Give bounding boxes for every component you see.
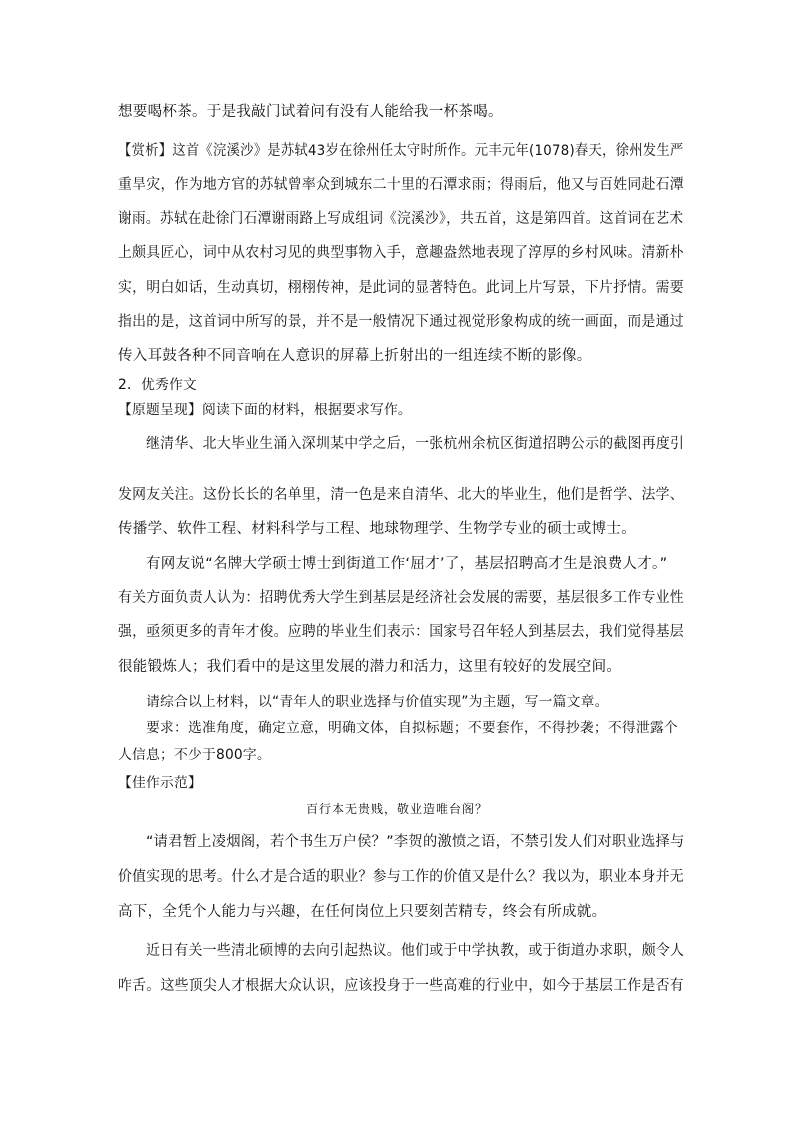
text-line: “请君暂上凌烟阁，若个书生万户侯？”李贺的激愤之语，不禁引发人们对职业选择与: [146, 834, 685, 850]
text-line: 人信息；不少于800字。: [118, 747, 271, 763]
text-line: 很能锻炼人；我们看中的是这里发展的潜力和活力，这里有较好的发展空间。: [118, 659, 622, 675]
text-line: 【赏析】这首《浣溪沙》是苏轼43岁在徐州任太守时所作。元丰元年(1078)春天，徐州发生严: [118, 143, 684, 159]
text-line: 高下，全凭个人能力与兴趣，在任何岗位上只要刻苦精专，终会有所成就。: [118, 904, 607, 920]
text-line: 请综合以上材料，以“青年人的职业选择与价值实现”为主题，写一篇文章。: [146, 694, 609, 710]
essay-title: 百行本无贵贱，敬业造唯台阁？: [305, 802, 488, 816]
text-line: 【佳作示范】: [118, 775, 202, 791]
text-line: 要求：选准角度，确定立意，明确文体，自拟标题；不要套作，不得抄袭；不得泄露个: [146, 720, 678, 736]
text-line: 传入耳鼓各种不同音响在人意识的屏幕上折射出的一组连续不断的影像。: [118, 348, 592, 364]
text-line: 上颇具匠心，词中从农村习见的典型事物入手，意趣盎然地表现了淳厚的乡村风味。清新朴: [118, 245, 684, 261]
text-line: 继清华、北大毕业生涌入深圳某中学之后，一张杭州余杭区街道招聘公示的截图再度引: [146, 436, 685, 452]
text-line: 强，亟须更多的青年才俊。应聘的毕业生们表示：国家号召年轻人到基层去，我们觉得基层: [118, 624, 684, 640]
text-line: 想要喝杯茶。于是我敲门试着问有没有人能给我一杯茶喝。: [118, 104, 503, 120]
text-line: 重旱灾，作为地方官的苏轼曾率众到城东二十里的石潭求雨；得雨后，他又与百姓同赴石潭: [118, 177, 684, 193]
text-line: 咋舌。这些顶尖人才根据大众认识，应该投身于一些高难的行业中，如今于基层工作是否有: [118, 978, 684, 994]
text-line: 发网友关注。这份长长的名单里，清一色是来自清华、北大的毕业生，他们是哲学、法学、: [118, 487, 684, 503]
text-line: 传播学、软件工程、材料科学与工程、地球物理学、生物学专业的硕士或博士。: [118, 521, 636, 537]
text-line: 近日有关一些清北硕博的去向引起热议。他们或于中学执教，或于街道办求职，颇令人: [146, 943, 685, 959]
text-line: 【原题呈现】阅读下面的材料，根据要求写作。: [118, 402, 412, 418]
text-line: 指出的是，这首词中所写的景，并不是一般情况下通过视觉形象构成的统一画面，而是通过: [118, 314, 684, 330]
text-line: 谢雨。苏轼在赴徐门石潭谢雨路上写成组词《浣溪沙》，共五首，这是第四首。这首词在艺术: [118, 211, 684, 227]
text-line: 有关方面负责人认为：招聘优秀大学生到基层是经济社会发展的需要，基层很多工作专业性: [118, 590, 684, 606]
section-heading: 2．优秀作文: [118, 377, 197, 393]
text-line: 有网友说“名牌大学硕士博士到街道工作‘屈才’了，基层招聘高才生是浪费人才。”: [146, 556, 668, 572]
text-line: 价值实现的思考。什么才是合适的职业？参与工作的价值又是什么？我以为，职业本身并无: [118, 869, 684, 885]
text-line: 实，明白如话，生动真切，栩栩传神，是此词的显著特色。此词上片写景，下片抒情。需要: [118, 280, 684, 296]
